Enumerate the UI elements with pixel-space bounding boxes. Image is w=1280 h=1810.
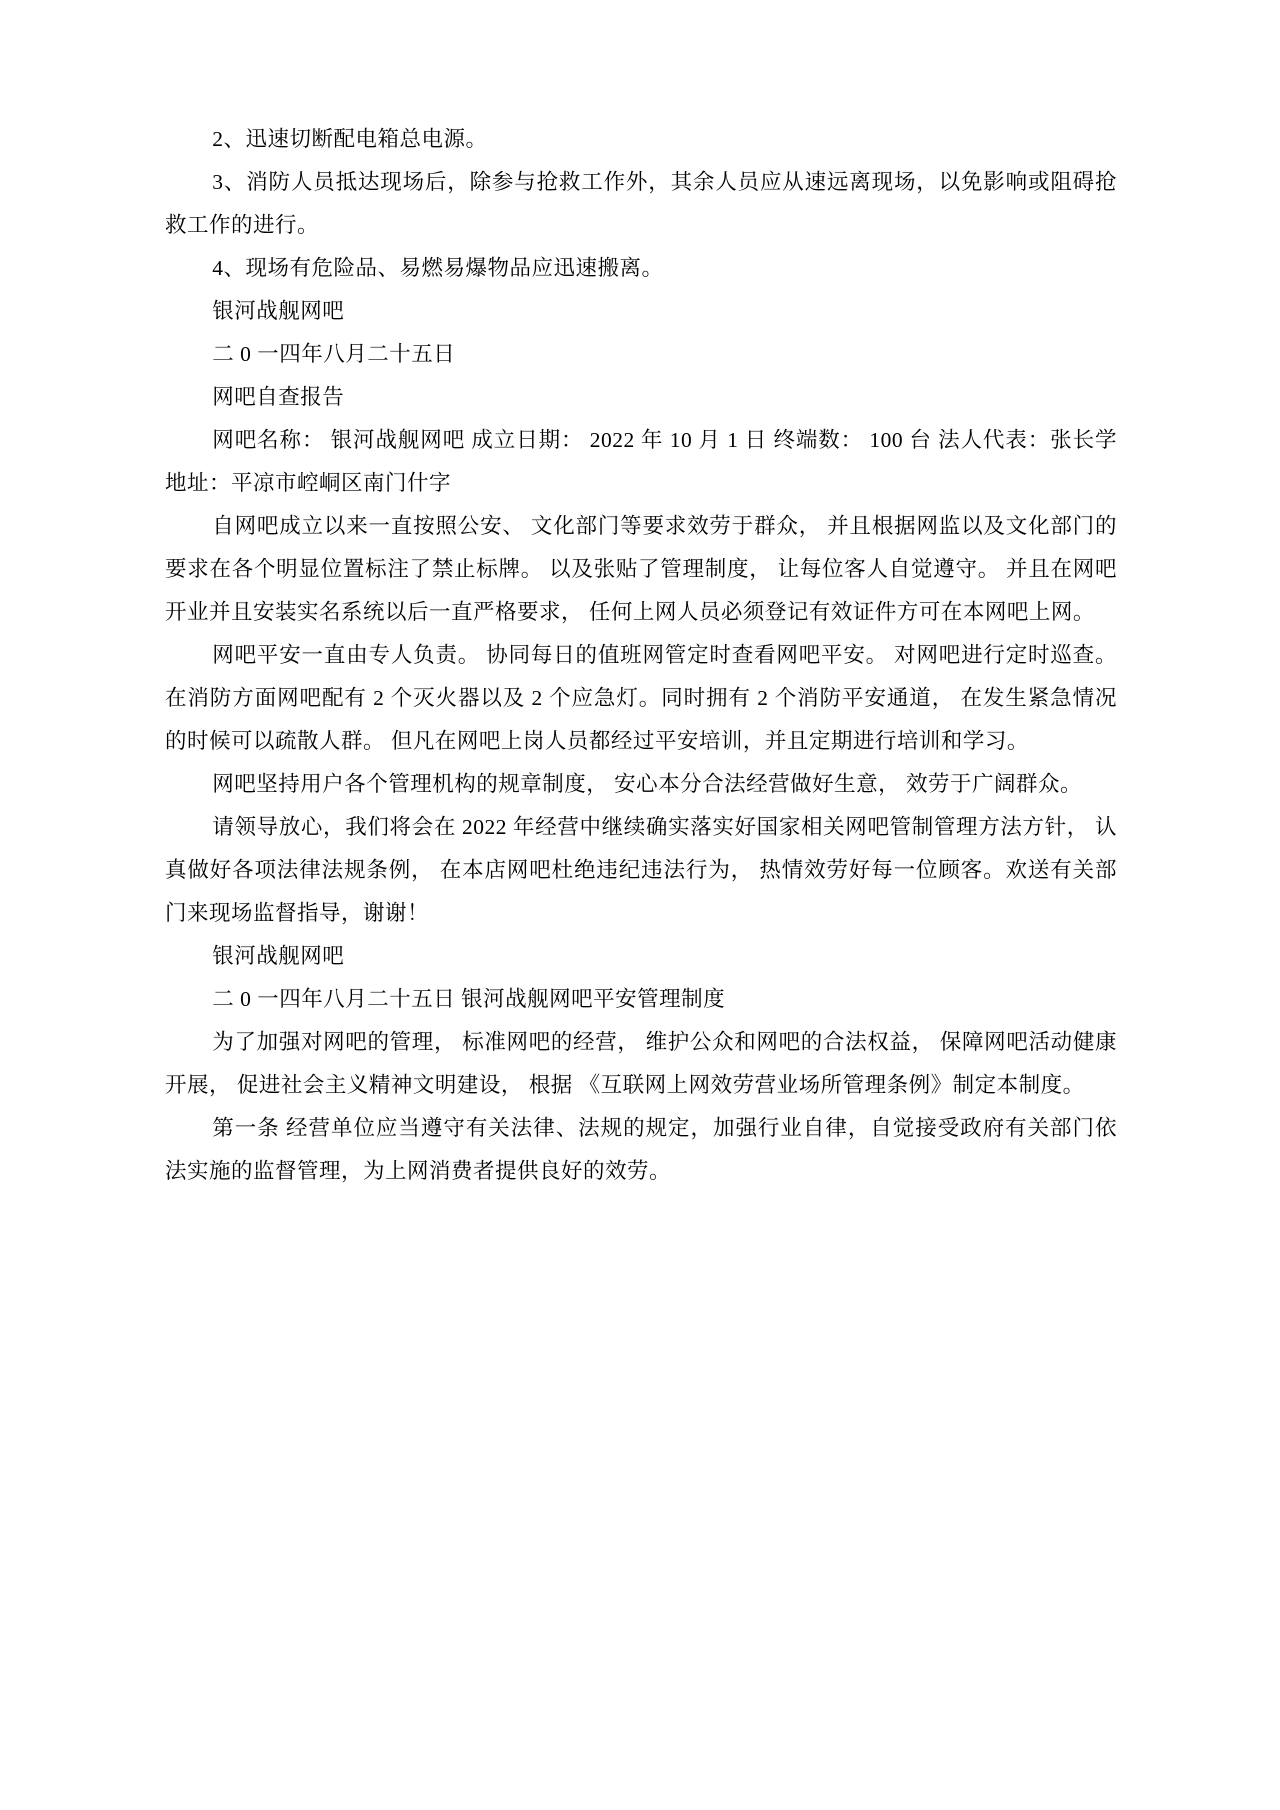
signature-cafe-name-2: 银河战舰网吧 [212,944,345,968]
report-title: 网吧自查报告 [212,385,345,409]
cafe-info-line: 网吧名称： 银河战舰网吧 成立日期： 2022 年 10 月 1 日 终端数： 100 台 法人代表：张长学 地址：平凉市崆峒区南门什字 [165,428,1117,495]
paragraph-rule-1: 第一条 经营单位应当遵守有关法律、法规的规定，加强行业自律，自觉接受政府有关部门依法实施的监督管理，为上网消费者提供良好的效劳。 [165,1116,1117,1183]
paragraph-safety: 网吧平安一直由专人负责。 协同每日的值班网管定时查看网吧平安。 对网吧进行定时巡查。在消防方面网吧配有 2 个灭火器以及 2 个应急灯。同时拥有 2 个消防平安通道， 在发生紧急情况的时候可以疏散人群。 但凡在网吧上岗人员都经过平安培训，并且定期进行培训和学习。 [165,643,1117,753]
paragraph-pledge: 请领导放心，我们将会在 2022 年经营中继续确实落实好国家相关网吧管制管理方法方针， 认真做好各项法律法规条例， 在本店网吧杜绝违纪违法行为， 热情效劳好每一位顾客。欢送有关部门来现场监督指导，谢谢！ [165,815,1117,925]
list-item-4: 4、现场有危险品、易燃易爆物品应迅速搬离。 [212,256,664,280]
paragraph-compliance: 网吧坚持用户各个管理机构的规章制度， 安心本分合法经营做好生意， 效劳于广阔群众。 [212,772,1083,796]
signature-date-and-rules-title: 二 0 一四年八月二十五日 银河战舰网吧平安管理制度 [212,987,726,1011]
paragraph-intro: 自网吧成立以来一直按照公安、 文化部门等要求效劳于群众， 并且根据网监以及文化部门的要求在各个明显位置标注了禁止标牌。 以及张贴了管理制度， 让每位客人自觉遵守。 并且在网吧开业并且安装实名系统以后一直严格要求， 任何上网人员必须登记有效证件方可在本网吧上网。 [165,514,1117,624]
paragraph-rules-intro: 为了加强对网吧的管理， 标准网吧的经营， 维护公众和网吧的合法权益， 保障网吧活动健康开展， 促进社会主义精神文明建设， 根据 《互联网上网效劳营业场所管理条例》制定本制度。 [165,1030,1117,1097]
signature-cafe-name: 银河战舰网吧 [212,299,345,323]
list-item-3: 3、消防人员抵达现场后，除参与抢救工作外，其余人员应从速远离现场，以免影响或阻碍抢救工作的进行。 [165,170,1117,237]
signature-date: 二 0 一四年八月二十五日 [212,342,456,366]
document-content [165,118,1117,1193]
list-item-2: 2、迅速切断配电箱总电源。 [212,127,488,151]
